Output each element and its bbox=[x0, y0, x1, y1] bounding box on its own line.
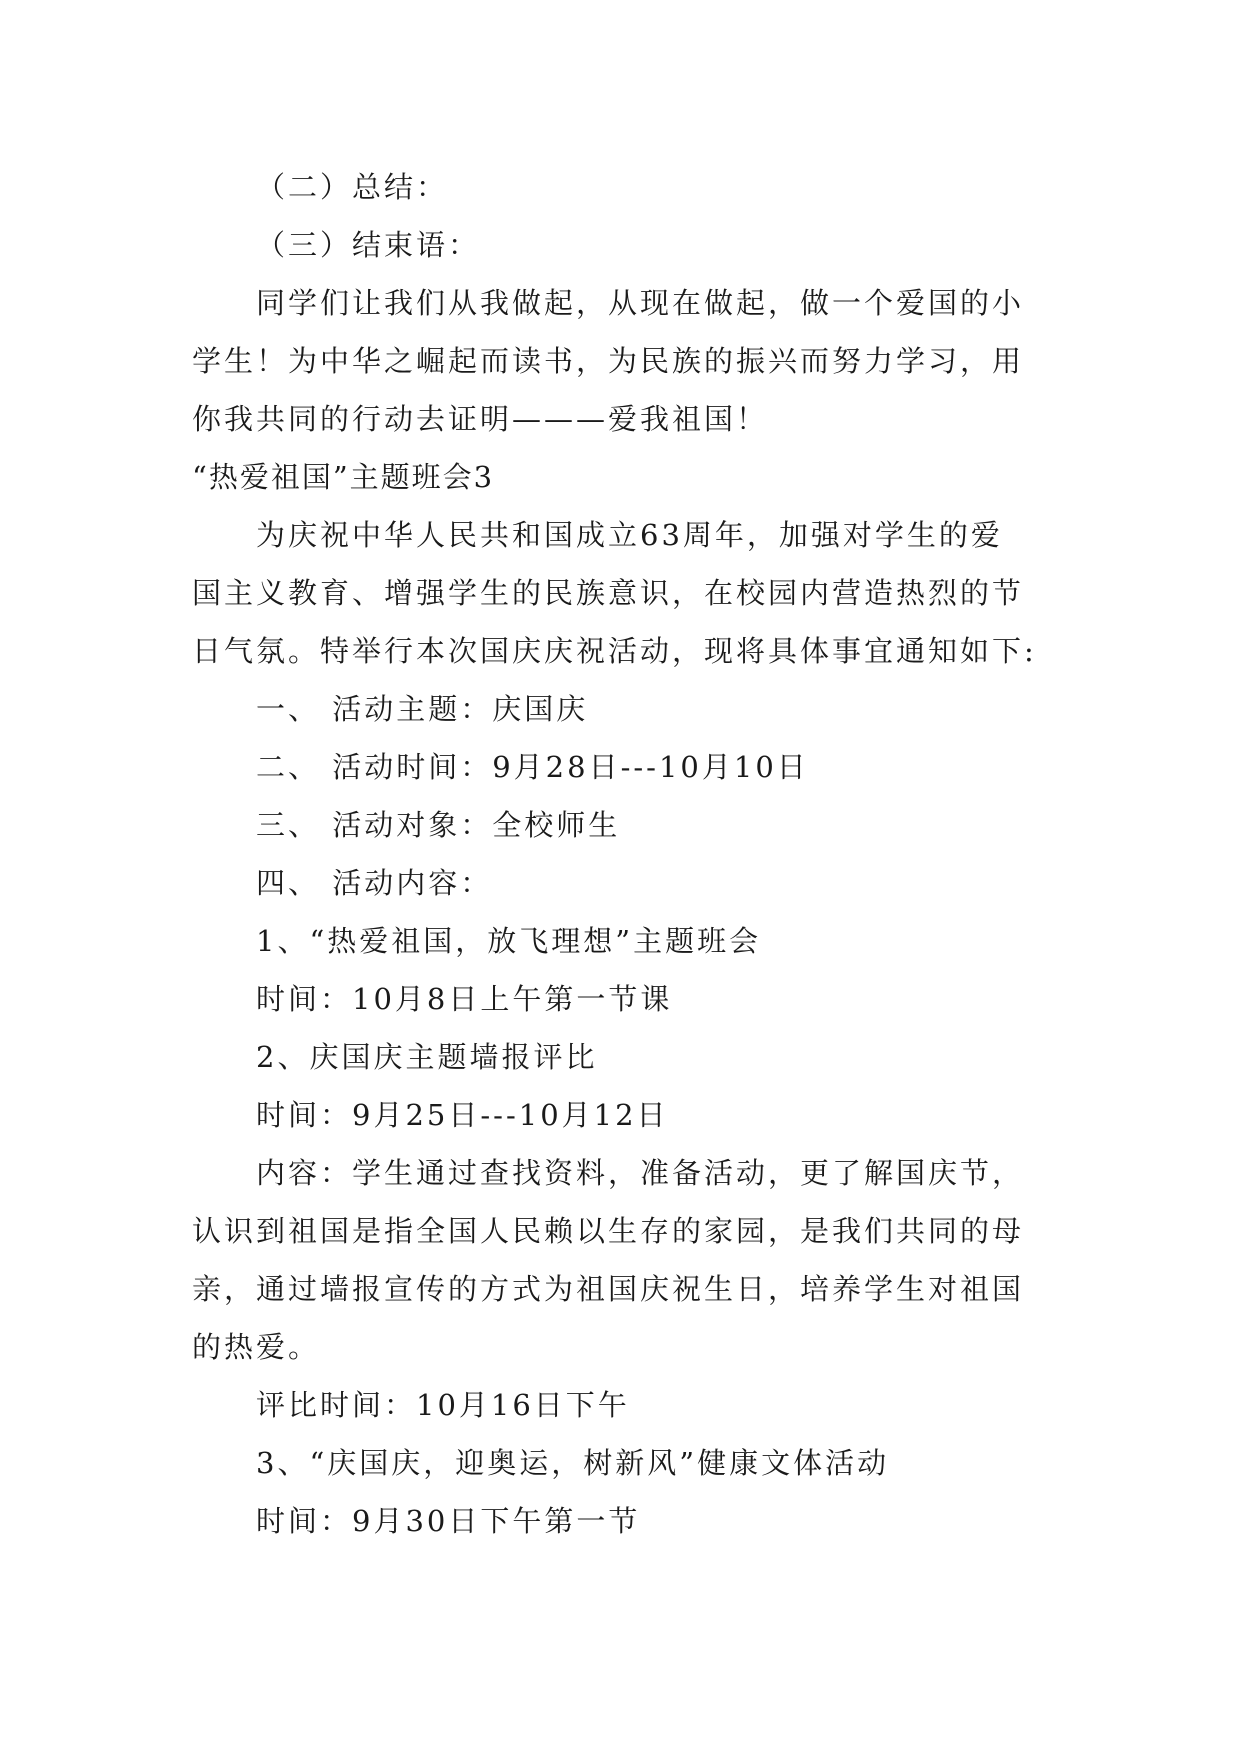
section-heading-summary: （二）总结： bbox=[256, 170, 449, 204]
paragraph-line: 亲，通过墙报宣传的方式为祖国庆祝生日，培养学生对祖国 bbox=[192, 1272, 1025, 1306]
activity-item-3: 3、“庆国庆，迎奥运，树新风”健康文体活动 bbox=[256, 1446, 890, 1480]
paragraph-line: 认识到祖国是指全国人民赖以生存的家园，是我们共同的母 bbox=[192, 1214, 1025, 1248]
document-title: “热爱祖国”主题班会3 bbox=[192, 460, 495, 494]
paragraph-line: 同学们让我们从我做起，从现在做起，做一个爱国的小 bbox=[256, 286, 1025, 320]
list-item-time: 二、 活动时间：9月28日---10月10日 bbox=[256, 750, 809, 784]
list-item-audience: 三、 活动对象：全校师生 bbox=[256, 808, 621, 842]
list-item-content: 四、 活动内容： bbox=[256, 866, 493, 900]
paragraph-line: 学生！为中华之崛起而读书，为民族的振兴而努力学习，用 bbox=[192, 344, 1025, 378]
section-heading-closing: （三）结束语： bbox=[256, 228, 481, 262]
paragraph-line: 国主义教育、增强学生的民族意识，在校园内营造热烈的节 bbox=[192, 576, 1025, 610]
evaluation-time: 评比时间：10月16日下午 bbox=[256, 1388, 630, 1422]
activity-time-2: 时间：9月25日---10月12日 bbox=[256, 1098, 669, 1132]
document-body bbox=[192, 158, 1052, 1550]
activity-item-1: 1、“热爱祖国，放飞理想”主题班会 bbox=[256, 924, 762, 958]
paragraph-line: 内容：学生通过查找资料，准备活动，更了解国庆节， bbox=[256, 1156, 1025, 1190]
paragraph-line: 为庆祝中华人民共和国成立63周年，加强对学生的爱 bbox=[256, 518, 1003, 552]
paragraph-line: 你我共同的行动去证明———爱我祖国！ bbox=[192, 402, 769, 436]
activity-time-1: 时间：10月8日上午第一节课 bbox=[256, 982, 673, 1016]
list-item-theme: 一、 活动主题：庆国庆 bbox=[256, 692, 589, 726]
paragraph-line: 日气氛。特举行本次国庆庆祝活动，现将具体事宜通知如下: bbox=[192, 634, 1037, 668]
paragraph-line: 的热爱。 bbox=[192, 1330, 321, 1364]
activity-item-2: 2、庆国庆主题墙报评比 bbox=[256, 1040, 598, 1074]
activity-time-3: 时间：9月30日下午第一节 bbox=[256, 1504, 641, 1538]
